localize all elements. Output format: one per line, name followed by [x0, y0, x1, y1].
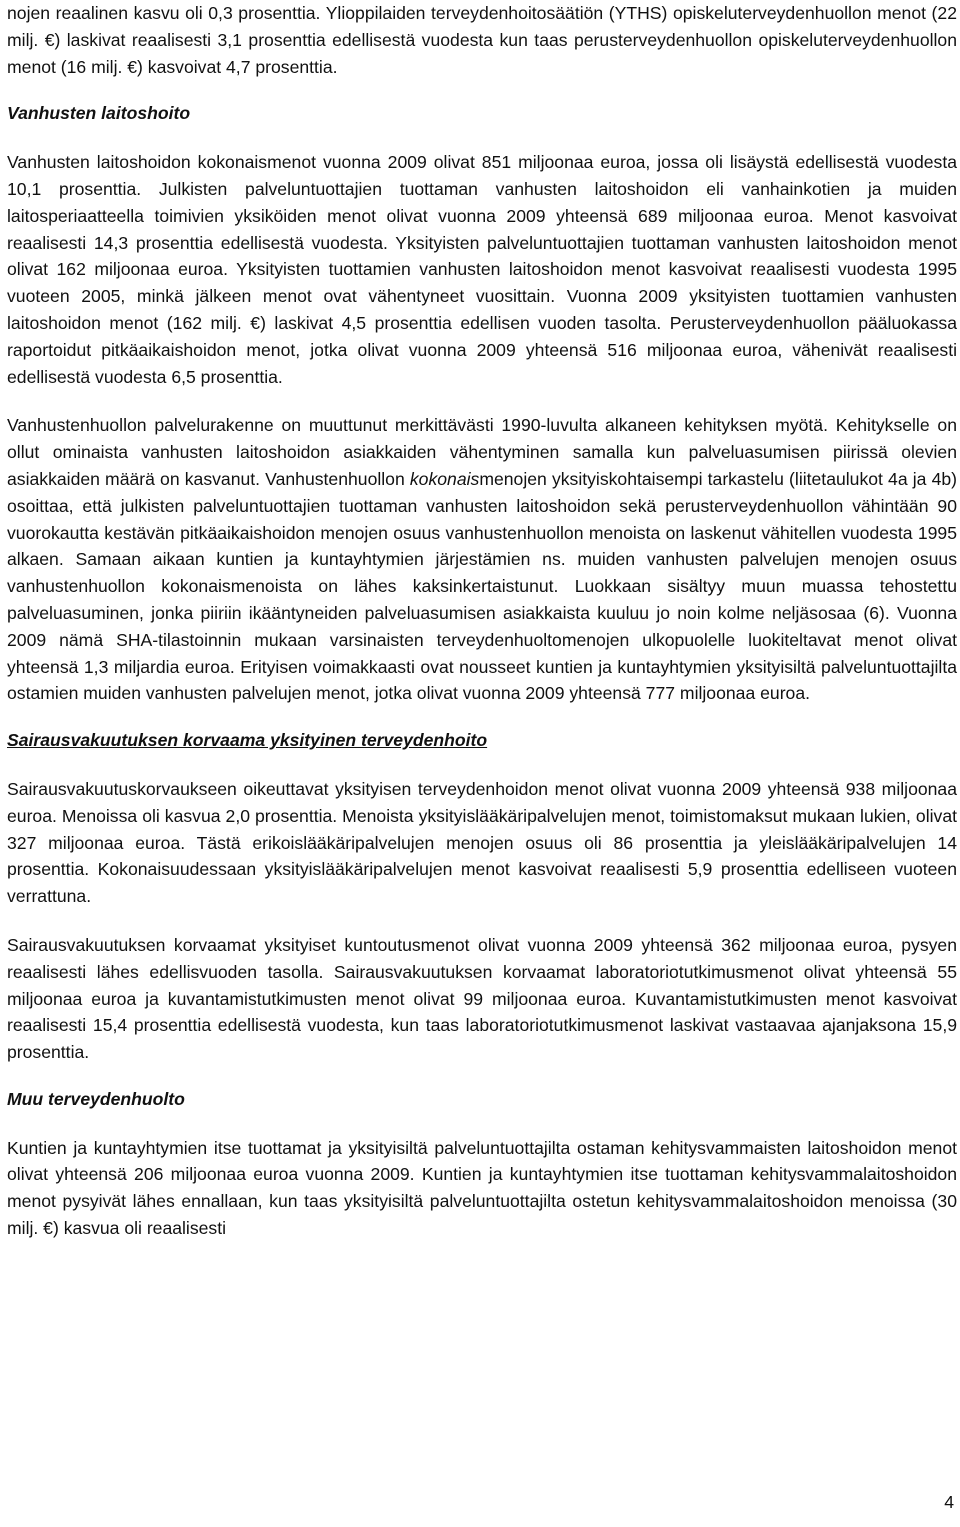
other-paragraph-1: Kuntien ja kuntayhtymien itse tuottamat ja yksityisiltä palveluntuottajilta ostaman kehitysvammaisten laitoshoidon menot olivat yhteensä 206 miljoonaa euroa vuonna 2009. Kuntien ja kuntayhtymien itse tuottaman kehitysvammalaitoshoidon menot pysyivät lähes ennallaan, kun taas yksityisiltä palveluntuottajilta ostetun kehitysvammalaitoshoidon menoissa (30 milj. €) kasvua oli reaalisesti: [7, 1137, 957, 1239]
heading-vanhusten-laitoshoito: Vanhusten laitoshoito: [7, 103, 191, 124]
spacer: [7, 390, 957, 412]
spacer: [7, 127, 957, 149]
spacer: [7, 1066, 957, 1086]
spacer: [7, 707, 957, 727]
spacer: [7, 80, 957, 100]
elderly-paragraph-2-end: menojen yksityiskohtaisempi tarkastelu (liitetaulukot 4a ja 4b) osoittaa, että julkisten palveluntuottajien tuottaman vanhusten laitoshoidon sekä perusterveydenhuollon vähintään 90 vuorokautta kestävän pitkäaikaishoidon menojen osuus vanhustenhuollon menoista on laskenut vähitellen vuodesta 1995 alkaen. Samaan aikaan kuntien ja kuntayhtymien järjestämien ns. muiden vanhusten palvelujen menojen osuus vanhustenhuollon kokonaismenoista on lähes kaksinkertaistunut. Luokkaan sisältyy muun muassa tehostettu palveluasuminen, jonka piiriin ikääntyneiden palveluasumisen asiakkaista kuuluu jo noin kolme neljäsosaa (6). Vuonna 2009 nämä SHA-tilastoinnin mukaan varsinaisten terveydenhuoltomenojen ulkopuolelle luokiteltavat menot olivat yhteensä 1,3 miljardia euroa. Erityisen voimakkaasti ovat nousseet kuntien ja kuntayhtymien yksityisiltä palveluntuottajilta ostamien muiden vanhusten palvelujen menot, jotka olivat vuonna 2009 yhteensä 777 miljoonaa euroa.: [7, 468, 958, 704]
spacer: [7, 1113, 957, 1135]
elderly-paragraph-2-emphasis: kokonais: [409, 468, 480, 489]
page-number: 4: [944, 1492, 954, 1512]
insurance-paragraph-2: Sairausvakuutuksen korvaamat yksityiset kuntoutusmenot olivat vuonna 2009 yhteensä 362 miljoonaa euroa, pysyen reaalisesti lähes edellisvuoden tasolla. Sairausvakuutuksen korvaamat laboratoriotutkimusmenot olivat yhteensä 55 miljoonaa euroa ja kuvantamistutkimusten menot olivat 99 miljoonaa euroa. Kuvantamistutkimusten menot kasvoivat reaalisesti 15,4 prosenttia edellisestä vuodesta, kun taas laboratoriotutkimusmenot laskivat vastaavaa ajanjaksona 15,9 prosenttia.: [7, 934, 957, 1063]
document-page: [7, 0, 957, 1242]
intro-paragraph: nojen reaalinen kasvu oli 0,3 prosenttia. Ylioppilaiden terveydenhoitosäätiön (YTHS) opiskeluterveydenhuollon menot (22 milj. €) laskivat reaalisesti 3,1 prosenttia edellisestä vuodesta kun taas perusterveydenhuollon opiskeluterveydenhuollon menot (16 milj. €) kasvoivat 4,7 prosenttia.: [7, 3, 957, 77]
heading-muu-terveydenhuolto: Muu terveydenhuolto: [7, 1088, 185, 1109]
elderly-paragraph-1: Vanhusten laitoshoidon kokonaismenot vuonna 2009 olivat 851 miljoonaa euroa, jossa oli lisäystä edellisestä vuodesta 10,1 prosenttia. Julkisten palveluntuottajien tuottaman vanhusten laitoshoidon eli vanhainkotien ja muiden laitosperiaatteella toimivien yksiköiden menot olivat vuonna 2009 yhteensä 689 miljoonaa euroa. Menot kasvoivat reaalisesti 14,3 prosenttia edellisestä vuodesta. Yksityisten palveluntuottajien tuottaman vanhusten laitoshoidon menot olivat 162 miljoonaa euroa. Yksityisten tuottamien vanhusten laitoshoidon menot kasvoivat reaalisesti vuodesta 1995 vuoteen 2005, minkä jälkeen menot ovat vähentyneet vuosittain. Vuonna 2009 yksityisten tuottamien vanhusten laitoshoidon menot (162 milj. €) laskivat 4,5 prosenttia edellisen vuoden tasolta. Perusterveydenhuollon pääluokassa raportoidut pitkäaikaishoidon menot, jotka olivat vuonna 2009 yhteensä 516 miljoonaa euroa, vähenivät reaalisesti edellisestä vuodesta 6,5 prosenttia.: [7, 152, 957, 387]
elderly-paragraph-2-start: Vanhustenhuollon palvelurakenne on muuttunut merkittävästi 1990-luvulta alkaneen kehityksen myötä. Kehitykselle on ollut ominaista vanhusten laitoshoidon asiakkaiden vähentyminen samalla kun palveluasumisen piirissä olevien asiakkaiden määrä on kasvanut. Vanhustenhuollon: [7, 415, 957, 489]
elderly-paragraph-2: [7, 412, 957, 707]
heading-sairausvakuutus: Sairausvakuutuksen korvaama yksityinen terveydenhoito: [7, 730, 488, 751]
insurance-paragraph-1: Sairausvakuutuskorvaukseen oikeuttavat yksityisen terveydenhoidon menot olivat vuonna 2009 yhteensä 938 miljoonaa euroa. Menoissa oli kasvua 2,0 prosenttia. Menoista yksityislääkäripalvelujen menot, toimistomaksut mukaan lukien, olivat 327 miljoonaa euroa. Tästä erikoislääkäripalvelujen menojen osuus oli 86 prosenttia ja yleislääkäripalvelujen 14 prosenttia. Kokonaisuudessaan yksityislääkäripalvelujen menot kasvoivat reaalisesti 5,9 prosenttia edelliseen vuoteen verrattuna.: [7, 778, 957, 907]
spacer: [7, 754, 957, 776]
spacer: [7, 910, 957, 932]
